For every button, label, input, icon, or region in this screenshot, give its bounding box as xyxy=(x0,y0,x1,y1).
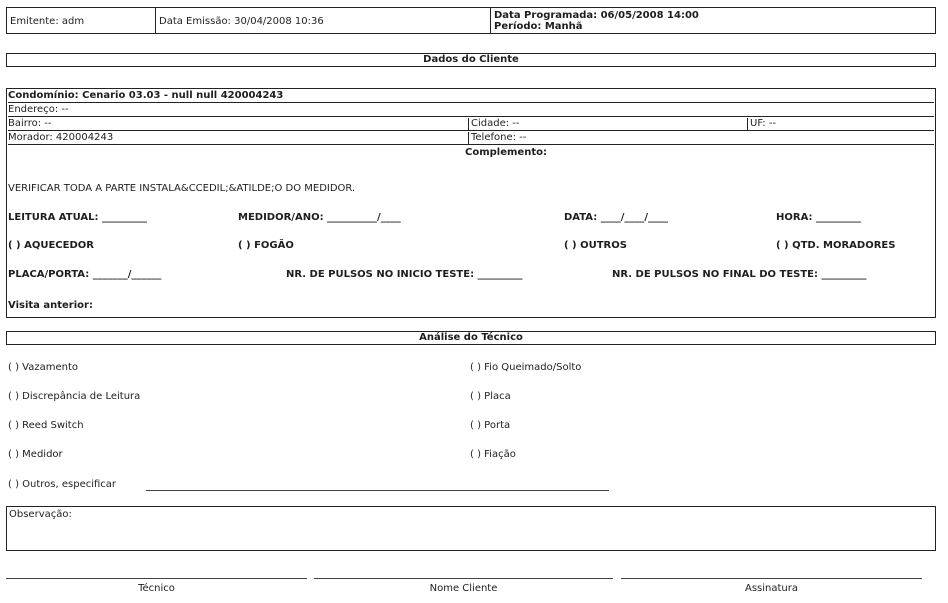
nome-cliente-label: Nome Cliente xyxy=(429,583,498,594)
data-field: DATA: ____/____/____ xyxy=(564,212,669,223)
discrepancia-option: ( ) Discrepância de Leitura xyxy=(8,391,141,402)
tecnico-label: Técnico xyxy=(138,583,175,594)
emitente-cell xyxy=(6,7,156,34)
endereco-text: Endereço: -- xyxy=(8,104,69,115)
condominio-row xyxy=(8,89,934,103)
emitente-text: Emitente: adm xyxy=(10,16,85,27)
complemento-text xyxy=(8,183,355,194)
vazamento-option: ( ) Vazamento xyxy=(8,362,78,373)
observacao-box xyxy=(6,506,936,551)
morador-text: Morador: 420004243 xyxy=(8,132,114,143)
condominio-text: Condomínio: Cenario 03.03 - null null 420004243 xyxy=(8,90,284,101)
client-section-title xyxy=(6,53,936,67)
qtd-moradores-option: ( ) QTD. MORADORES xyxy=(776,240,896,251)
placa-option: ( ) Placa xyxy=(470,391,511,402)
data-programada-cell xyxy=(490,7,936,34)
complemento-value: VERIFICAR TODA A PARTE INSTALA&CCEDIL;&ATILDE;O DO MEDIDOR. xyxy=(8,183,356,194)
outros-especificar-option xyxy=(8,479,116,490)
complemento-label-text: Complemento: xyxy=(465,147,547,158)
assinatura-signature-line xyxy=(621,578,922,579)
leitura-atual-field: LEITURA ATUAL: _________ xyxy=(8,212,147,223)
outros-especificar-line xyxy=(146,490,609,491)
medidor-option: ( ) Medidor xyxy=(8,449,63,460)
morador-cell xyxy=(8,132,469,145)
data-emissao-cell xyxy=(155,7,491,34)
assinatura-label: Assinatura xyxy=(744,583,798,594)
tech-section-title-text: Análise do Técnico xyxy=(419,332,523,343)
fogao-option: ( ) FOGÃO xyxy=(238,240,294,251)
nome-cliente-signature-line xyxy=(314,578,613,579)
complemento-label xyxy=(8,147,934,158)
data-programada-text: Data Programada: 06/05/2008 14:00 xyxy=(494,10,699,21)
outros-option: ( ) OUTROS xyxy=(564,240,627,251)
pulsos-final-field: NR. DE PULSOS NO FINAL DO TESTE: _________ xyxy=(612,269,867,280)
endereco-row xyxy=(8,104,934,117)
hora-field: HORA: _________ xyxy=(776,212,861,223)
data-emissao-text: Data Emissão: 30/04/2008 10:36 xyxy=(159,16,324,27)
fio-queimado-option: ( ) Fio Queimado/Solto xyxy=(470,362,582,373)
reed-switch-option: ( ) Reed Switch xyxy=(8,420,84,431)
cidade-cell xyxy=(469,118,748,131)
telefone-cell xyxy=(469,132,934,145)
placa-porta-field: PLACA/PORTA: _______/______ xyxy=(8,269,162,280)
medidor-ano-field: MEDIDOR/ANO: __________/____ xyxy=(238,212,401,223)
visita-anterior-label: Visita anterior: xyxy=(8,300,93,311)
porta-option: ( ) Porta xyxy=(470,420,511,431)
bairro-cell xyxy=(8,118,469,131)
observacao-label: Observação: xyxy=(9,509,72,520)
outros-especificar-text: ( ) Outros, especificar xyxy=(8,479,117,490)
tecnico-signature-line xyxy=(6,578,307,579)
aquecedor-option: ( ) AQUECEDOR xyxy=(8,240,94,251)
periodo-text: Período: Manhã xyxy=(494,21,583,32)
bairro-text: Bairro: -- xyxy=(8,118,52,129)
fiacao-option: ( ) Fiação xyxy=(470,449,516,460)
uf-text: UF: -- xyxy=(750,118,777,129)
telefone-text: Telefone: -- xyxy=(471,132,527,143)
pulsos-inicio-field: NR. DE PULSOS NO INICIO TESTE: _________ xyxy=(286,269,523,280)
uf-cell xyxy=(748,118,934,131)
cidade-text: Cidade: -- xyxy=(471,118,520,129)
client-section-title-text: Dados do Cliente xyxy=(423,54,519,65)
tech-section-title xyxy=(6,331,936,345)
